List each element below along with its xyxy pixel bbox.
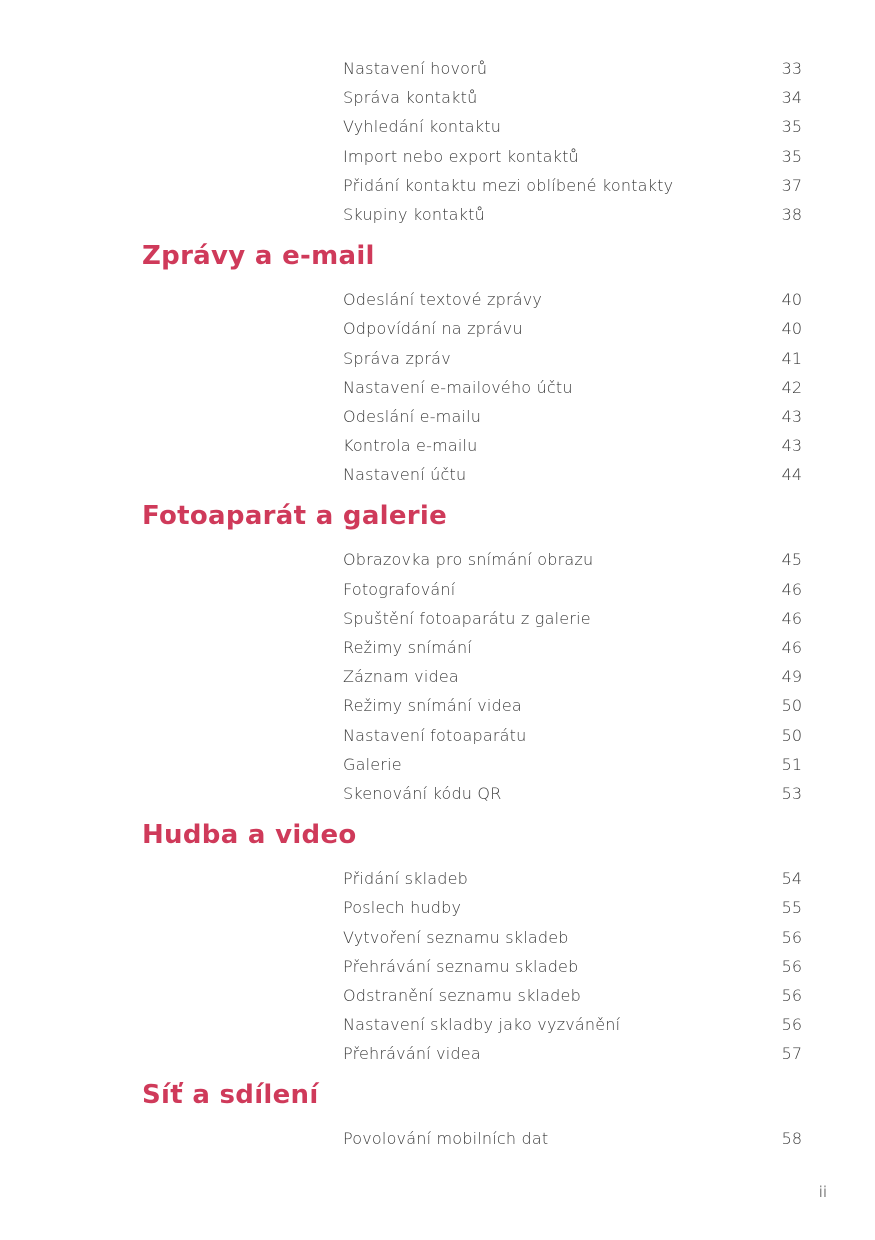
toc-entry[interactable]: [0, 56, 875, 85]
toc-entry[interactable]: [0, 375, 875, 404]
toc-entry-page-number[interactable]: 53: [781, 783, 802, 803]
toc-entry[interactable]: [0, 693, 875, 722]
toc-entry-page-number[interactable]: 50: [781, 725, 802, 745]
toc-entry[interactable]: [0, 316, 875, 345]
toc-entry-page-number[interactable]: 57: [781, 1044, 802, 1064]
toc-entry-title[interactable]: Vytvoření seznamu skladeb: [343, 927, 569, 947]
toc-entry-title[interactable]: Fotografování: [343, 579, 456, 599]
toc-entry-title[interactable]: Galerie: [343, 754, 402, 774]
toc-entry-page-number[interactable]: 56: [781, 1015, 802, 1035]
toc-entry-page-number[interactable]: 42: [781, 377, 802, 397]
table-of-contents: [0, 56, 875, 1156]
toc-entry[interactable]: [0, 577, 875, 606]
toc-entry-title[interactable]: Odeslání textové zprávy: [343, 290, 543, 310]
toc-entry-page-number[interactable]: 33: [781, 59, 802, 78]
toc-entry-page-number[interactable]: 37: [781, 175, 802, 195]
toc-entry-title[interactable]: Nastavení hovorů: [343, 59, 488, 78]
toc-entry[interactable]: [0, 1041, 875, 1070]
toc-section: [0, 810, 875, 866]
toc-entry-title[interactable]: Režimy snímání videa: [343, 696, 522, 716]
toc-entry[interactable]: [0, 85, 875, 114]
toc-entry-page-number[interactable]: 35: [781, 146, 802, 166]
section-heading[interactable]: Síť a sdílení: [142, 1080, 319, 1111]
toc-entry[interactable]: [0, 781, 875, 810]
toc-section: [0, 491, 875, 547]
toc-entry-title[interactable]: Kontrola e-mailu: [343, 436, 478, 456]
toc-entry[interactable]: [0, 144, 875, 173]
toc-entry[interactable]: [0, 433, 875, 462]
toc-entry-page-number[interactable]: 55: [781, 898, 802, 918]
toc-entry-page-number[interactable]: 56: [781, 956, 802, 976]
toc-entry[interactable]: [0, 346, 875, 375]
toc-entry[interactable]: [0, 954, 875, 983]
toc-entry-page-number[interactable]: 41: [781, 348, 802, 368]
toc-entry-title[interactable]: Skenování kódu QR: [343, 783, 502, 803]
toc-entry[interactable]: [0, 895, 875, 924]
toc-entry-title[interactable]: Odstranění seznamu skladeb: [343, 985, 581, 1005]
toc-entry-page-number[interactable]: 40: [781, 290, 802, 310]
toc-entry-title[interactable]: Obrazovka pro snímání obrazu: [343, 550, 594, 570]
toc-entry-title[interactable]: Vyhledání kontaktu: [343, 117, 502, 137]
page-number: ii: [818, 1183, 827, 1201]
toc-entry-page-number[interactable]: 45: [781, 550, 802, 570]
toc-entry-title[interactable]: Nastavení účtu: [343, 465, 467, 485]
toc-entry-page-number[interactable]: 46: [781, 608, 802, 628]
toc-section: [0, 231, 875, 287]
toc-entry-page-number[interactable]: 43: [781, 406, 802, 426]
toc-entry-title[interactable]: Přidání kontaktu mezi oblíbené kontakty: [343, 175, 674, 195]
toc-entry-title[interactable]: Záznam videa: [343, 667, 459, 687]
toc-entry-page-number[interactable]: 43: [781, 436, 802, 456]
toc-entry[interactable]: [0, 462, 875, 491]
toc-entry[interactable]: [0, 635, 875, 664]
toc-entry-title[interactable]: Skupiny kontaktů: [343, 204, 485, 224]
toc-entry[interactable]: [0, 114, 875, 143]
toc-entry-page-number[interactable]: 56: [781, 985, 802, 1005]
toc-entry-title[interactable]: Nastavení e-mailového účtu: [343, 377, 573, 397]
toc-entry-page-number[interactable]: 49: [781, 667, 802, 687]
toc-entry-page-number[interactable]: 46: [781, 579, 802, 599]
toc-entry[interactable]: [0, 983, 875, 1012]
toc-entry[interactable]: [0, 547, 875, 576]
toc-entry-title[interactable]: Odeslání e-mailu: [343, 406, 482, 426]
section-heading[interactable]: Hudba a video: [142, 820, 357, 851]
toc-entry-page-number[interactable]: 50: [781, 696, 802, 716]
section-heading[interactable]: Fotoaparát a galerie: [142, 501, 448, 532]
toc-entry[interactable]: [0, 404, 875, 433]
toc-entry[interactable]: [0, 723, 875, 752]
toc-entry-page-number[interactable]: 56: [781, 927, 802, 947]
toc-entry-page-number[interactable]: 40: [781, 319, 802, 339]
toc-entry-title[interactable]: Spuštění fotoaparátu z galerie: [343, 608, 591, 628]
toc-entry-title[interactable]: Poslech hudby: [343, 898, 462, 918]
toc-entry[interactable]: [0, 866, 875, 895]
toc-entry-title[interactable]: Přehrávání videa: [343, 1044, 481, 1064]
toc-entry-title[interactable]: Přidání skladeb: [343, 869, 469, 889]
toc-entry[interactable]: [0, 1012, 875, 1041]
toc-entry-page-number[interactable]: 46: [781, 638, 802, 657]
toc-entry-title[interactable]: Režimy snímání: [343, 638, 472, 657]
toc-entry-page-number[interactable]: 34: [781, 88, 802, 108]
toc-entry-title[interactable]: Nastavení fotoaparátu: [343, 725, 527, 745]
toc-entry-page-number[interactable]: 44: [781, 465, 802, 485]
toc-entry[interactable]: [0, 287, 875, 316]
toc-entry-page-number[interactable]: 38: [781, 204, 802, 224]
toc-entry[interactable]: [0, 1126, 875, 1155]
toc-section: [0, 1070, 875, 1126]
toc-entry-title[interactable]: Přehrávání seznamu skladeb: [343, 956, 579, 976]
toc-entry-title[interactable]: Odpovídání na zprávu: [343, 319, 523, 339]
toc-entry[interactable]: [0, 606, 875, 635]
toc-entry-title[interactable]: Správa kontaktů: [343, 88, 478, 108]
section-heading[interactable]: Zprávy a e-mail: [142, 241, 375, 272]
toc-entry[interactable]: [0, 664, 875, 693]
toc-entry-title[interactable]: Správa zpráv: [343, 348, 451, 368]
toc-entry[interactable]: [0, 925, 875, 954]
toc-entry[interactable]: [0, 173, 875, 202]
toc-entry-title[interactable]: Povolování mobilních dat: [343, 1129, 549, 1149]
toc-entry-page-number[interactable]: 35: [781, 117, 802, 137]
toc-entry[interactable]: [0, 202, 875, 231]
toc-entry-page-number[interactable]: 54: [781, 869, 802, 889]
toc-entry-title[interactable]: Import nebo export kontaktů: [343, 146, 579, 166]
toc-entry-page-number[interactable]: 51: [781, 754, 802, 774]
toc-entry-title[interactable]: Nastavení skladby jako vyzvánění: [343, 1015, 621, 1035]
toc-entry[interactable]: [0, 752, 875, 781]
toc-entry-page-number[interactable]: 58: [781, 1129, 802, 1149]
